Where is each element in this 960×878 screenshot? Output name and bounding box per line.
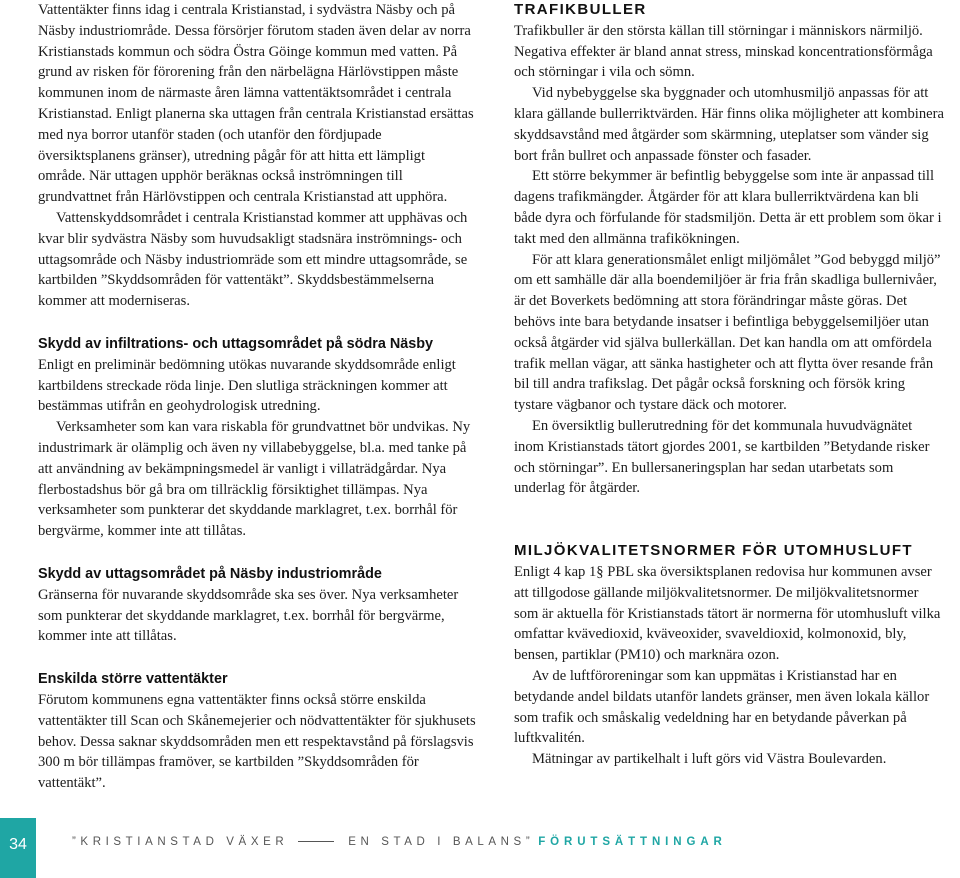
section-paragraph: Mätningar av partikelhalt i luft görs vid Västra Boulevarden.: [532, 751, 887, 768]
footer-chapter: FÖRUTSÄTTNINGAR: [538, 836, 727, 848]
section-paragraph: Vid nybebyggelse ska byggnader och utomhusmiljö anpassas för att klara gällande bullerriktvärden. Här finns olika möjligheter att kombinera skyddsavstånd med åtgärder som skärmning, uteplatser som vänder sig bort från bullret och anpassade fönster och fasader.: [514, 85, 944, 164]
section-paragraph: För att klara generationsmålet enligt miljömålet ”God bebyggd miljö” om ett samhälle där alla boendemiljöer är fria från skadliga bullernivåer, är det Boverkets bedömning att stora förändringar måste göras. Det behövs inte bara betydande insatser i befintliga bebyggelsemiljöer utan också åtgärder vid själva bullerkällan. Det kan handla om att omfördela trafik mellan vägar, att sänka hastigheter och att flytta över resande från bil till andra trafikslag. Det pågår också forskning och försök kring tystare vägbanor och tystare däck och motorer.: [514, 251, 941, 414]
intro-paragraph-2: Vattenskyddsområdet i centrala Kristianstad kommer att upphävas och kvar blir sydvästra Näsby som huvudsakligt stadsnära inströmnings- och uttagsområde och Näsby industriomräde som ett mindre uttagsområde, se kartbilden ”Skyddsområden för vattentäkt”. Skyddsbestämmelserna kommer att moderniseras.: [38, 209, 468, 310]
page-number: 34: [9, 836, 27, 853]
footer-dash: [298, 841, 334, 842]
section-heading-private-wells: Enskilda större vattentäkter: [38, 671, 228, 688]
section-paragraph: En översiktlig bullerutredning för det kommunala huvudvägnätet inom Kristianstads tätort gjordes 2001, se kartbilden ”Betydande risker och störningar”. En bullersaneringsplan har sedan utarbetats som underlag för åtgärder.: [514, 417, 930, 497]
section-paragraph: Ett större bekymmer är befintlig bebyggelse som inte är anpassad till dagens trafikmängder. Åtgärder för att klara bullerriktvärdena kan bli både dyra och förfulande för stadsmiljön. Detta är ett problem som ökar i takt med den allmänna trafikökningen.: [514, 168, 942, 247]
right-column: [514, 0, 944, 770]
footer-series-title-b: EN STAD I BALANS”: [348, 836, 535, 848]
section-heading-nasby-south: Skydd av infiltrations- och uttagsområdet på södra Näsby: [38, 335, 434, 352]
running-footer: [72, 836, 727, 848]
section-paragraph: Gränserna för nuvarande skyddsområde ska ses över. Nya verksamheter som punkterar det skyddande marklagret, t.ex. borrhål för bergvärme, kommer inte att tillåtas.: [38, 586, 459, 645]
section-heading-nasby-industry: Skydd av uttagsområdet på Näsby industriområde: [38, 565, 382, 582]
footer-series-title-a: ”KRISTIANSTAD VÄXER: [72, 836, 289, 848]
section-paragraph: Av de luftföroreningar som kan uppmätas i Kristianstad har en betydande andel bildats utanför landets gränser, men även lokala källor som trafik och småskalig vedeldning har en betydande påverkan på luftkvalitén.: [514, 667, 930, 747]
intro-paragraph-1: Vattentäkter finns idag i centrala Kristianstad, i sydvästra Näsby och på Näsby industriområde. Dessa försörjer förutom staden även delar av norra Kristianstads kommun och södra Östra Göinge kommun med vatten. På grund av risken för förorening från den närbelägna Härlövstippen måste kommunen inom de närmaste åren lämna vattentäktsområdet i centrala Kristianstad. Enligt planerna ska uttagen från centrala Kristianstad ersättas med nya borror utanför staden (och utanför den fördjupade översiktsplanens gränser), utredning pågår för att hitta ett lämpligt område. När uttagen upphör beräknas också inströmningen till grundvattnet från Härlövstippen och centrala Kristianstad att upphöra.: [38, 2, 474, 206]
section-paragraph: Förutom kommunens egna vattentäkter finns också större enskilda vattentäkter till Scan och Skånemejerier och nödvattentäkter för sjukhusets behov. Dessa saknar skyddsområden men ett respektavstånd på förslagsvis 300 m bör tillämpas framöver, se kartbilden ”Skyddsområden för vattentäkt”.: [38, 691, 476, 792]
page-number-tab: [0, 818, 36, 878]
section-heading-air-quality: MILJÖKVALITETSNORMER FÖR UTOMHUSLUFT: [514, 542, 913, 560]
left-column: [38, 0, 476, 794]
section-paragraph: Enligt en preliminär bedömning utökas nuvarande skyddsområde enligt kartbildens streckade röda linje. Den slutliga sträckningen kommer att bestämmas utifrån en geohydrologisk utredning.: [38, 356, 456, 415]
section-paragraph: Enligt 4 kap 1§ PBL ska översiktsplanen redovisa hur kommunen avser att tillgodose gällande miljökvalitetsnormer. De miljökvalitetsnormer som är aktuella för Kristianstads tätort är normerna för utomhusluft vilka omfattar kvävedioxid, kväveoxider, svaveldioxid, kolmonoxid, bly, bensen, partiklar (PM10) och marknära ozon.: [514, 563, 941, 664]
section-paragraph: Verksamheter som kan vara riskabla för grundvattnet bör undvikas. Ny industrimark är olämplig och även ny villabebyggelse, bl.a. med tanke på att användning av bekämpningsmedel är vanligt i villaträdgårdar. Nya flerbostadshus bör gå bra om tillräcklig försiktighet tillämpas. Nya verksamheter som punkterar det skyddande marklagret, t.ex. borrhål för bergvärme, kommer inte att tillåtas.: [38, 419, 471, 540]
section-paragraph: Trafikbuller är den största källan till störningar i människors närmiljö. Negativa effekter är bland annat stress, minskad koncentrationsförmåga och störningar i vila och sömn.: [514, 22, 933, 81]
section-heading-traffic-noise: TRAFIKBULLER: [514, 1, 647, 18]
